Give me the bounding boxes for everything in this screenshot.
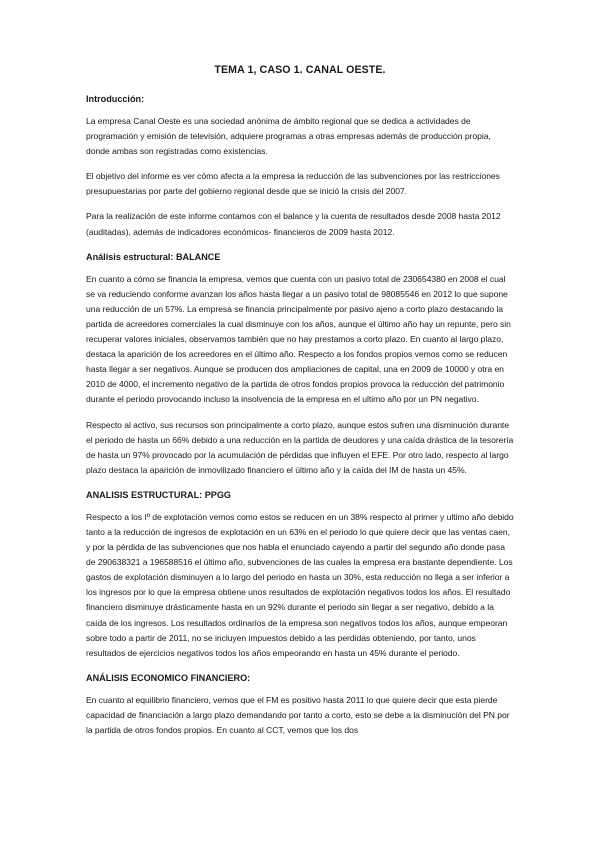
paragraph: En cuanto al equilibrio financiero, vemos que el FM es positivo hasta 2011 lo que quiere decir que esta pierde capacidad de financiación a largo plazo demandando por tanto a corto, esto se debe a la disminución del PN por la partida de otros fondos propios. En cuanto al CCT, vemos que los dos (86, 694, 510, 735)
paragraph: Para la realización de este informe contamos con el balance y la cuenta de resultados desde 2008 hasta 2012 (auditadas), además de indicadores económicos- financieros de 2009 hasta 2012. (86, 211, 501, 237)
section-heading: Análisis estructural: BALANCE (86, 251, 221, 262)
section-introduccion (86, 92, 514, 240)
section-balance (86, 250, 514, 478)
section-heading: ANÁLISIS ECONOMICO FINANCIERO: (86, 672, 251, 683)
document-page (86, 64, 514, 748)
paragraph: El objetivo del informe es ver cómo afecta a la empresa la reducción de las subvenciones por las restricciones presupuestarias por parte del gobierno regional desde que se inició la crisis del 2007. (86, 171, 500, 197)
paragraph: Respecto al activo, sus recursos son principalmente a corto plazo, aunque estos sufren una disminución durante el periodo de hasta un 66% debido a una reducción en la partida de deudores y una caída drástica de la tesorería de hasta un 97% provocado por la acumulación de pérdidas que influyen el EFE. Por otro lado, respecto al largo plazo destaca la aparición de inmovilizado financiero el último año y la caída del IM de hasta un 45%. (86, 419, 514, 475)
section-ppgg (86, 488, 514, 661)
section-heading: ANALISIS ESTRUCTURAL: PPGG (86, 489, 231, 500)
paragraph: En cuanto a cómo se financia la empresa, vemos que cuenta con un pasivo total de 230654380 en 2008 el cual se va reduciendo conforme avanzan los años hasta llegar a un pasivo total de 98085546 en 2012 lo que supone una reducción de un 57%. La empresa se financia principalmente por pasivo ajeno a corto plazo destacando la partida de acreedores comerciales la cual disminuye con los años, aunque el último año hay un repunte, pero sin recuperar valores iniciales, observamos también que no hay prestamos a corto plazo. En cuanto al largo plazo, destaca la aparición de los acreedores en el último año. Respecto a los fondos propios vemos como se reducen hasta llegar a ser negativos. Aunque se producen dos ampliaciones de capital, una en 2009 de 10000 y otra en 2010 de 4000, el incremento negativo de la partida de otros fondos propios provoca la reducción del patrimonio durante el periodo provocando incluso la insolvencia de la empresa en el ultimo año por un PN negativo. (86, 273, 511, 405)
paragraph: La empresa Canal Oeste es una sociedad anónima de ámbito regional que se dedica a actividades de programación y emisión de televisión, adquiere programas a otras empresas además de producción propia, donde ambas son registradas como existencias. (86, 116, 491, 157)
document-title: TEMA 1, CASO 1. CANAL OESTE. (214, 64, 386, 76)
section-economico-financiero (86, 671, 514, 738)
paragraph: Respecto a los Iº de explotación vemos como estos se reducen en un 38% respecto al primer y ultimo año debido tanto a la reducción de ingresos de explotación en un 63% en el periodo lo que quiere decir que las ventas caen, y por la pérdida de las subvenciones que nos habla el enunciado cayendo a partir del segundo año donde pasa de 290638321 a 196588516 el último año, subvenciones de las cuales la empresa era bastante dependiente. Los gastos de explotación disminuyen a lo largo del periodo en hasta un 30%, esta reducción no llega a ser inferior a los ingresos por lo que la empresa obtiene unos resultados de explotación negativos todos los años. El resultado financiero disminuye drásticamente hasta en un 92% durante el periodo sin llegar a ser negativo, debido a la caída de los ingresos. Los resultados ordinarios de la empresa son negativos todos los años, aunque empeoran sobre todo a partir de 2011, no se incluyen impuestos debido a las perdidas obteniendo, por tanto, unos resultados de ejercicios negativos todos los años empeorando en hasta un 45% durante el periodo. (86, 511, 514, 658)
section-heading: Introducción: (86, 94, 145, 104)
